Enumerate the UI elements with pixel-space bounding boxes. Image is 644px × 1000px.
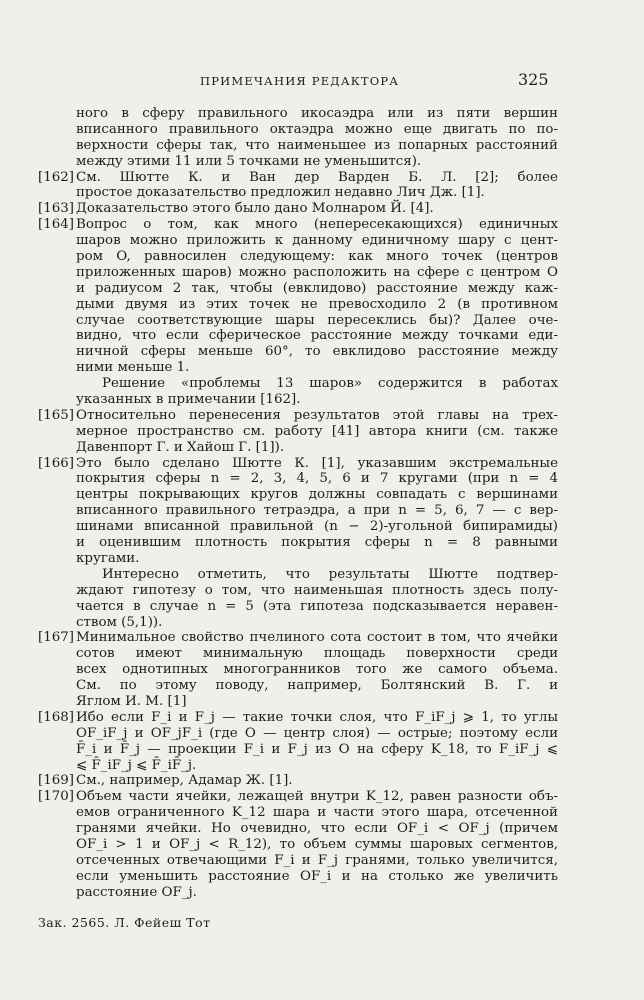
text-line (38, 805, 558, 821)
text-line (38, 519, 558, 535)
line-text: ством (5,1)). (76, 614, 163, 630)
text-line (38, 344, 558, 360)
notes-text-body (38, 106, 558, 901)
text-line (38, 297, 558, 313)
text-line (38, 567, 558, 583)
note-number: [166] (38, 455, 75, 471)
note-line (38, 170, 558, 186)
line-text: См. по этому поводу, например, Болтянский В. Г. и (76, 678, 558, 694)
text-line (38, 662, 558, 678)
line-text: шинами вписанной правильной (n − 2)-угольной бипирамиды) (76, 519, 558, 535)
line-text: шаров можно приложить к данному единичному шару с цент- (76, 233, 558, 249)
line-text: Ибо если F_i и F_j — такие точки слоя, что F_iF_j ⩾ 1, то углы (76, 709, 558, 725)
line-text: ного в сферу правильного икосаэдра или из пяти вершин (76, 106, 558, 121)
line-text: гранями ячейки. Но очевидно, что если OF_i < OF_j (причем (76, 821, 558, 837)
note-line (38, 456, 558, 472)
running-title: ПРИМЕЧАНИЯ РЕДАКТОРА (200, 74, 400, 88)
text-line (38, 646, 558, 662)
note-number: [167] (38, 630, 75, 646)
line-text: Это было сделано Шютте К. [1], указавшим экстремальные (76, 455, 558, 471)
text-line (38, 678, 558, 694)
text-line (38, 535, 558, 551)
text-line (38, 694, 558, 710)
note-line (38, 408, 558, 424)
text-line (38, 328, 558, 344)
text-line (38, 837, 558, 853)
text-line (38, 742, 558, 758)
note-number: [169] (38, 773, 75, 789)
text-line (38, 551, 558, 567)
text-line (38, 154, 558, 170)
note-number: [165] (38, 407, 75, 423)
text-line (38, 758, 558, 774)
text-line (38, 503, 558, 519)
line-text: и оценившим плотность покрытия сферы n = 8 равными (76, 535, 558, 551)
text-line (38, 424, 558, 440)
note-line (38, 217, 558, 233)
line-text: OF_iF_j и OF_jF_i (где O — центр слоя) — острые; поэтому если (76, 725, 558, 741)
line-text: отсеченных отвечающими F_i и F_j гранями, только увеличится, (76, 852, 558, 868)
note-number: [170] (38, 789, 75, 805)
line-text: верхности сферы так, что наименьшее из попарных расстояний (76, 137, 558, 153)
line-text: Давенпорт Г. и Хайош Г. [1]). (76, 439, 285, 455)
line-text: Решение «проблемы 13 шаров» содержится в работах (102, 376, 558, 392)
note-number: [168] (38, 709, 75, 725)
text-line (38, 821, 558, 837)
text-line (38, 726, 558, 742)
note-line (38, 710, 558, 726)
note-line (38, 630, 558, 646)
line-text: расстояние OF_j. (76, 884, 197, 900)
line-text: всех однотипных многогранников того же самого объема. (76, 662, 558, 678)
line-text: OF_i > 1 и OF_j < R_12), то объем суммы шаровых сегментов, (76, 836, 558, 852)
line-text: между этими 11 или 5 точками не уменьшится). (76, 153, 422, 169)
text-line (38, 138, 558, 154)
line-text: вписанного правильного тетраэдра, а при n = 5, 6, 7 — с вер- (76, 503, 558, 519)
line-text: См. Шютте К. и Ван дер Варден Б. Л. [2]; более (76, 169, 558, 185)
text-line (38, 249, 558, 265)
line-text: дыми двумя из этих точек не превосходило 2 (в противном (76, 296, 558, 312)
line-text: если уменьшить расстояние OF_i и на столько же увеличить (76, 868, 558, 884)
line-text: сотов имеют минимальную площадь поверхности среди (76, 646, 558, 662)
note-number: [164] (38, 217, 75, 233)
text-line (38, 615, 558, 631)
text-line (38, 360, 558, 376)
text-line (38, 265, 558, 281)
page-header (0, 70, 644, 92)
line-text: Относительно перенесения результатов этой главы на трех- (76, 407, 558, 423)
line-text: ними меньше 1. (76, 360, 190, 376)
line-text: ждают гипотезу о том, что наименьшая плотность здесь полу- (76, 582, 558, 598)
line-text: приложенных шаров) можно расположить на сфере с центром O (76, 264, 558, 280)
line-text: указанных в примечании [162]. (76, 392, 301, 408)
text-line (38, 853, 558, 869)
line-text: покрытия сферы n = 2, 3, 4, 5, 6 и 7 кругами (при n = 4 (76, 471, 558, 487)
line-text: ничной сферы меньше 60°, то евклидово расстояние между (76, 344, 558, 360)
text-line (38, 440, 558, 456)
text-line (38, 869, 558, 885)
line-text: См., например, Адамар Ж. [1]. (76, 773, 293, 789)
line-text: простое доказательство предложил недавно Лич Дж. [1]. (76, 185, 485, 201)
note-number: [163] (38, 201, 75, 217)
line-text: Доказательство этого было дано Молнаром Й. [4]. (76, 201, 434, 217)
note-line (38, 201, 558, 217)
note-number: [162] (38, 169, 75, 185)
text-line (38, 313, 558, 329)
line-text: мерное пространство см. работу [41] автора книги (см. также (76, 423, 558, 439)
text-line (38, 392, 558, 408)
text-line (38, 281, 558, 297)
printer-signature: Зак. 2565. Л. Фейеш Тот (38, 915, 211, 930)
line-text: ⩽ F̄_iF_j ⩽ F̄_iF̄_j. (76, 757, 197, 773)
text-line (38, 583, 558, 599)
line-text: центры покрывающих кругов должны совпадать с вершинами (76, 487, 558, 503)
line-text: кругами. (76, 550, 140, 566)
text-line (38, 106, 558, 122)
text-line (38, 471, 558, 487)
note-line (38, 773, 558, 789)
line-text: Интересно отметить, что результаты Шютте подтвер- (102, 566, 558, 582)
text-line (38, 487, 558, 503)
text-line (38, 185, 558, 201)
line-text: и радиусом 2 так, чтобы (евклидово) расстояние между каж- (76, 280, 558, 296)
text-line (38, 376, 558, 392)
line-text: видно, что если сферическое расстояние между точками еди- (76, 328, 558, 344)
line-text: чается в случае n = 5 (эта гипотеза подсказывается неравен- (76, 598, 558, 614)
line-text: ром O, равносилен следующему: как много точек (центров (76, 249, 558, 265)
line-text: емов ограниченного K_12 шара и части этого шара, отсеченной (76, 805, 558, 821)
text-line (38, 885, 558, 901)
page-number: 325 (518, 70, 549, 89)
text-line (38, 233, 558, 249)
line-text: вписанного правильного октаэдра можно еще двигать по по- (76, 121, 558, 137)
note-line (38, 789, 558, 805)
line-text: Минимальное свойство пчелиного сота состоит в том, что ячейки (76, 630, 558, 646)
line-text: F̄_i и F̄_j — проекции F_i и F_j из O на сферу K_18, то F_iF_j ⩽ (76, 741, 558, 757)
text-line (38, 122, 558, 138)
line-text: Яглом И. М. [1] (76, 693, 187, 709)
line-text: случае соответствующие шары пересеклись бы)? Далее оче- (76, 312, 558, 328)
text-line (38, 599, 558, 615)
line-text: Объем части ячейки, лежащей внутри K_12, равен разности объ- (76, 789, 558, 805)
line-text: Вопрос о том, как много (непересекающихся) единичных (76, 217, 558, 233)
